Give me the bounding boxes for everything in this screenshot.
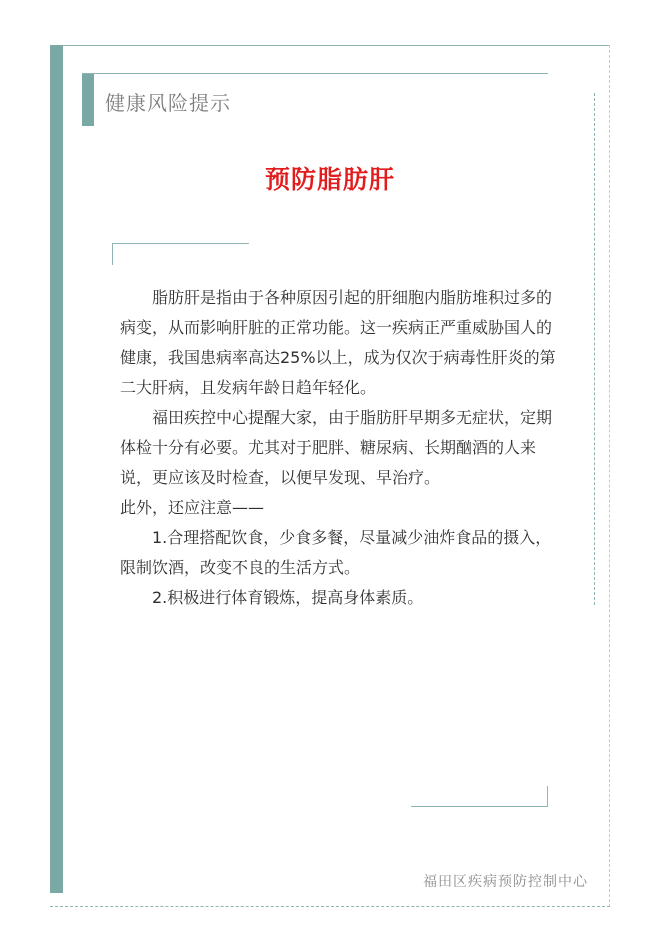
paragraph-additional: 此外，还应注意——	[120, 498, 265, 517]
corner-bracket-top-left	[112, 243, 249, 265]
card-bottom-border	[50, 906, 610, 907]
organization-signature: 福田区疾病预防控制中心	[423, 874, 588, 890]
list-item-diet: 1.合理搭配饮食，少食多餐，尽量减少油炸食品的摄入，限制饮酒，改变不良的生活方式。	[120, 528, 552, 577]
corner-bracket-bottom-right	[411, 786, 548, 807]
list-item-exercise: 2.积极进行体育锻炼，提高身体素质。	[152, 588, 424, 607]
paragraph-reminder: 福田疾控中心提醒大家，由于脂肪肝早期多无症状，定期体检十分有必要。尤其对于肥胖、糖尿病、长期酗酒的人来说，更应该及时检查，以便早发现、早治疗。	[120, 408, 553, 487]
notice-card	[50, 45, 610, 907]
article-title: 预防脂肪肝	[264, 165, 395, 194]
section-label: 健康风险提示	[105, 91, 231, 115]
article-body	[120, 283, 560, 613]
paragraph-intro: 脂肪肝是指由于各种原因引起的肝细胞内脂肪堆积过多的病变，从而影响肝脏的正常功能。这一疾病正严重威胁国人的健康，我国患病率高达25%以上，成为仅次于病毒性肝炎的第二大肝病，且发病年龄日趋年轻化。	[120, 288, 556, 397]
card-top-border	[50, 45, 610, 46]
header-rule	[82, 73, 548, 74]
header-accent-block	[82, 74, 94, 126]
